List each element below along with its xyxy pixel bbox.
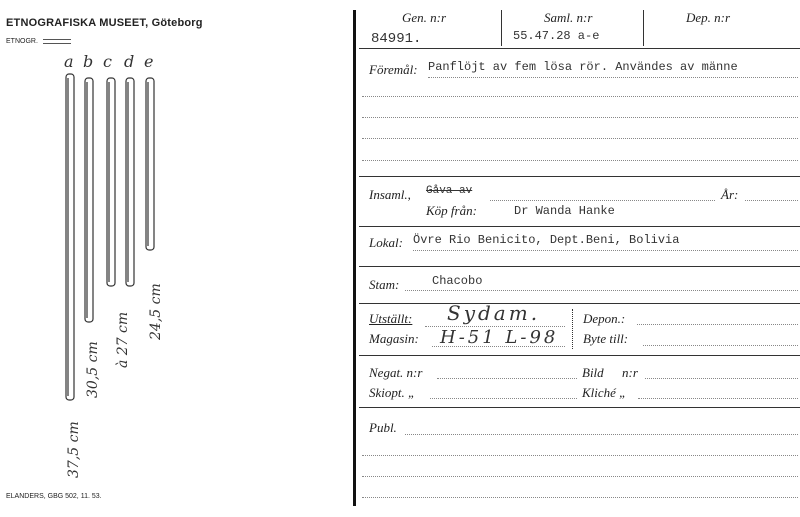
dotted-line	[428, 77, 798, 78]
dotted-line	[362, 96, 798, 97]
insaml-rule	[359, 226, 800, 227]
bild-nr-label: n:r	[622, 365, 638, 380]
skiopt-label: Skiopt. „	[369, 385, 416, 400]
tube-b	[85, 78, 93, 322]
letter-c: c	[103, 52, 112, 71]
byte-label: Byte till:	[583, 331, 629, 346]
dotted-line	[637, 324, 798, 325]
header-sep-1	[501, 10, 502, 46]
saml-label: Saml. n:r	[544, 10, 593, 25]
dotted-line	[430, 398, 577, 399]
museum-name: ETNOGRAFISKA MUSEET,	[6, 17, 149, 29]
stam-rule	[359, 303, 800, 304]
dotted-line	[405, 434, 798, 435]
tube-c	[107, 78, 115, 286]
dept-text: ETNOGR.	[6, 38, 38, 45]
dotted-line	[645, 378, 798, 379]
lokal-value: Övre Rio Benicito, Dept.Beni, Bolivia	[413, 233, 680, 247]
utstallt-value: Sydam.	[447, 301, 541, 325]
dotted-line	[490, 200, 715, 201]
dotted-line	[362, 455, 798, 456]
dotted-line	[362, 497, 798, 498]
dotted-line	[745, 200, 798, 201]
gen-value: 84991.	[371, 31, 422, 47]
negat-rule	[359, 407, 800, 408]
dotted-line	[362, 476, 798, 477]
foremal-label: Föremål:	[369, 62, 418, 77]
utstallt-sep	[572, 309, 573, 349]
letter-d: d	[124, 52, 135, 71]
kop-label: Köp från:	[426, 203, 477, 218]
letter-a: a	[64, 52, 74, 71]
insaml-struck: Gåva av	[426, 185, 473, 197]
measure-e: 24,5 cm	[148, 283, 164, 340]
dotted-line	[405, 290, 798, 291]
tube-d	[126, 78, 134, 286]
negat-label: Negat. n:r	[369, 365, 423, 380]
tube-a	[66, 74, 74, 400]
foremal-value: Panflöjt av fem lösa rör. Användes av männe	[428, 60, 738, 74]
lokal-rule	[359, 266, 800, 267]
utstallt-label: Utställt:	[369, 311, 413, 326]
dotted-line	[362, 138, 798, 139]
card-divider	[353, 10, 356, 506]
dotted-line	[638, 398, 798, 399]
foremal-rule	[359, 176, 800, 177]
dep-label: Dep. n:r	[686, 10, 731, 25]
printer-mark: ELANDERS, GBG 502, 11. 53.	[6, 493, 102, 500]
magasin-value: H-51 L-98	[440, 327, 559, 348]
magasin-label: Magasin:	[369, 331, 419, 346]
tube-e	[146, 78, 154, 250]
dotted-line	[362, 117, 798, 118]
museum-city: Göteborg	[151, 17, 203, 29]
museum-header	[6, 17, 203, 29]
measure-b: 30,5 cm	[85, 341, 101, 398]
panflute-drawing	[55, 68, 165, 408]
insaml-label: Insaml.,	[369, 187, 411, 202]
header-sep-2	[643, 10, 644, 46]
gen-label: Gen. n:r	[402, 10, 447, 25]
dept-label	[6, 38, 71, 45]
letter-b: b	[83, 52, 94, 71]
struck-field	[43, 39, 71, 44]
measure-a: 37,5 cm	[66, 421, 82, 478]
kop-value: Dr Wanda Hanke	[514, 204, 615, 218]
utstallt-rule	[359, 355, 800, 356]
ar-label: År:	[721, 187, 739, 202]
dotted-line	[432, 346, 565, 347]
dotted-line	[437, 378, 577, 379]
letter-e: e	[144, 52, 154, 71]
dotted-line	[413, 250, 798, 251]
dotted-line	[362, 160, 798, 161]
saml-value: 55.47.28 a-e	[513, 29, 600, 43]
stam-value: Chacobo	[432, 274, 483, 288]
depon-label: Depon.:	[583, 311, 626, 326]
publ-label: Publ.	[369, 420, 397, 435]
bild-label: Bild	[582, 365, 604, 380]
stam-label: Stam:	[369, 277, 400, 292]
lokal-label: Lokal:	[369, 235, 403, 250]
header-rule	[359, 48, 800, 49]
dotted-line	[643, 345, 798, 346]
measure-cd: à 27 cm	[115, 311, 131, 368]
kliche-label: Kliché „	[582, 385, 627, 400]
